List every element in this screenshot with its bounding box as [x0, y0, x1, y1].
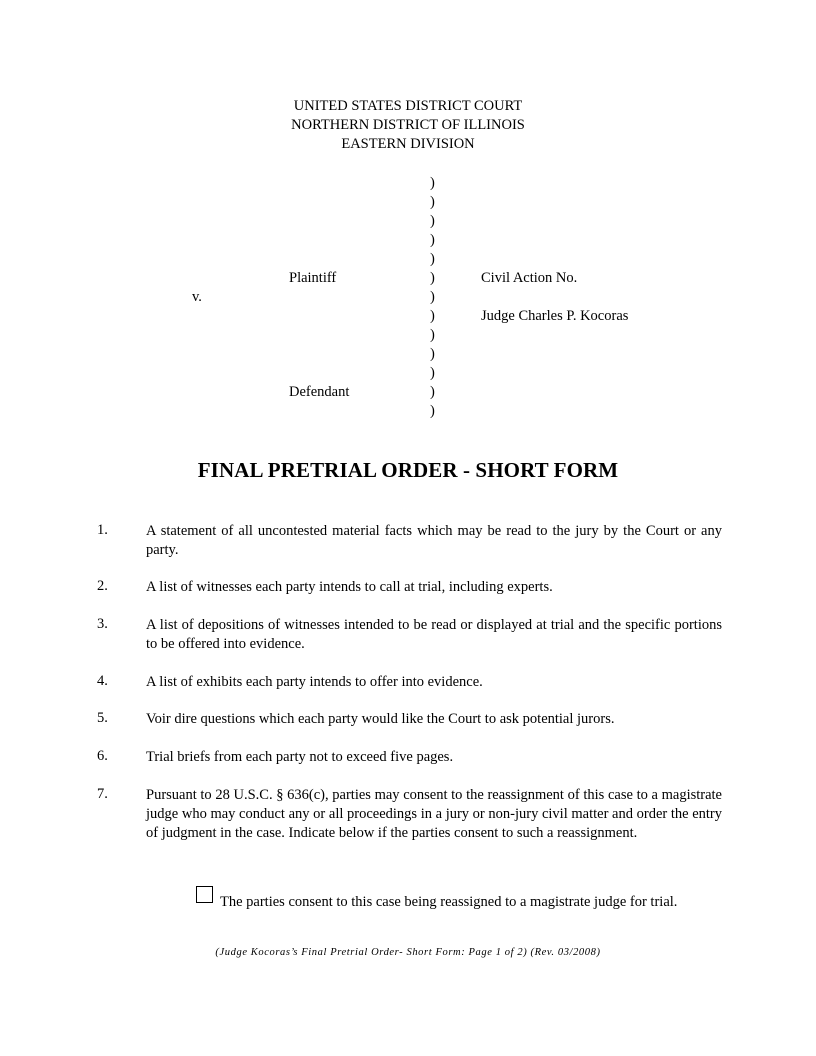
- caption-paren: ): [430, 365, 435, 381]
- consent-label: The parties consent to this case being reassigned to a magistrate judge for trial.: [220, 894, 678, 910]
- versus-label: v.: [192, 289, 202, 305]
- consent-checkbox[interactable]: [196, 886, 213, 903]
- caption-paren: ): [430, 308, 435, 324]
- civil-action-label: Civil Action No.: [481, 270, 578, 286]
- division-name: EASTERN DIVISION: [341, 136, 475, 152]
- caption-paren: ): [430, 384, 435, 400]
- item-number: 7.: [97, 786, 108, 802]
- judge-name: Judge Charles P. Kocoras: [481, 308, 629, 324]
- item-text: A statement of all uncontested material facts which may be read to the jury by the Court or any party.: [146, 523, 722, 558]
- item-text: Trial briefs from each party not to exceed five pages.: [146, 749, 454, 765]
- item-text: Pursuant to 28 U.S.C. § 636(c), parties may consent to the reassignment of this case to a magistrate judge who may conduct any or all proceedings in a jury or non-jury civil matter and order the entry of judgment in the case. Indicate below if the parties consent to such a reassignment.: [146, 787, 722, 841]
- item-text: A list of depositions of witnesses intended to be read or displayed at trial and the specific portions to be offered into evidence.: [146, 617, 722, 652]
- caption-paren: ): [430, 194, 435, 210]
- item-number: 6.: [97, 748, 108, 764]
- caption-paren: ): [430, 175, 435, 191]
- caption-paren: ): [430, 327, 435, 343]
- caption-paren: ): [430, 251, 435, 267]
- item-text: A list of exhibits each party intends to offer into evidence.: [146, 674, 483, 690]
- page-footer: (Judge Kocoras’s Final Pretrial Order- Short Form: Page 1 of 2) (Rev. 03/2008): [215, 947, 601, 958]
- caption-paren: ): [430, 232, 435, 248]
- caption-paren: ): [430, 213, 435, 229]
- item-text: Voir dire questions which each party would like the Court to ask potential jurors.: [146, 711, 615, 727]
- defendant-label: Defendant: [289, 384, 350, 400]
- plaintiff-label: Plaintiff: [289, 270, 337, 286]
- item-number: 4.: [97, 673, 108, 689]
- item-text: A list of witnesses each party intends to call at trial, including experts.: [146, 579, 553, 595]
- caption-paren: ): [430, 289, 435, 305]
- caption-paren: ): [430, 403, 435, 419]
- district-name: NORTHERN DISTRICT OF ILLINOIS: [291, 117, 525, 133]
- item-number: 5.: [97, 710, 108, 726]
- court-name: UNITED STATES DISTRICT COURT: [293, 98, 523, 114]
- item-number: 3.: [97, 616, 108, 632]
- item-number: 1.: [97, 522, 108, 538]
- caption-paren: ): [430, 346, 435, 362]
- caption-paren: ): [430, 270, 435, 286]
- page-title: FINAL PRETRIAL ORDER - SHORT FORM: [197, 458, 619, 482]
- item-number: 2.: [97, 578, 108, 594]
